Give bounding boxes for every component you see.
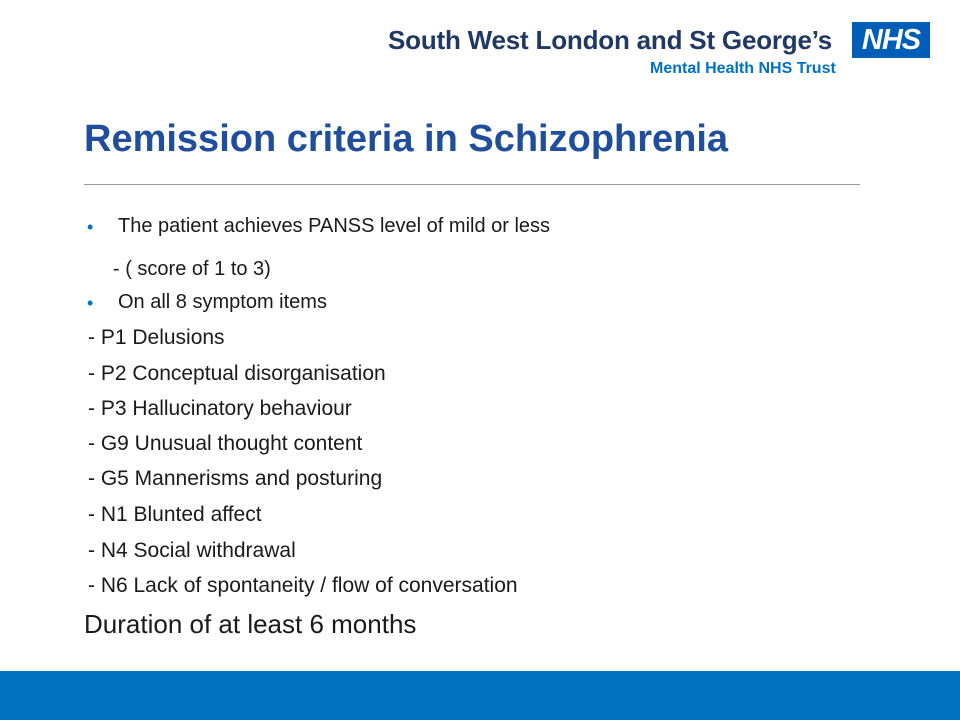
symptom-item: - P1 Delusions [88,326,225,349]
symptom-item: - G9 Unusual thought content [88,432,363,455]
symptom-item: - N6 Lack of spontaneity / flow of conversation [88,574,518,597]
footer-band [0,671,960,720]
trust-subtitle: Mental Health NHS Trust [650,60,836,77]
score-range-note: - ( score of 1 to 3) [113,258,271,280]
symptom-item: - G5 Mannerisms and posturing [88,467,383,490]
bullet-marker: • [87,293,94,313]
symptom-item: - N1 Blunted affect [88,503,262,526]
duration-requirement: Duration of at least 6 months [84,609,417,639]
trust-name: South West London and St George’s [388,25,833,55]
symptom-item: - P2 Conceptual disorganisation [88,362,386,385]
trust-header [388,22,848,77]
bullet-symptom-items: On all 8 symptom items [118,291,327,313]
bullet-panss-level: The patient achieves PANSS level of mild or less [118,215,551,237]
slide-title: Remission criteria in Schizophrenia [84,118,729,160]
symptom-item: - N4 Social withdrawal [88,539,296,562]
title-divider [84,184,860,185]
symptom-item: - P3 Hallucinatory behaviour [88,397,352,420]
nhs-logo: NHS [852,22,930,58]
bullet-marker: • [87,217,94,237]
